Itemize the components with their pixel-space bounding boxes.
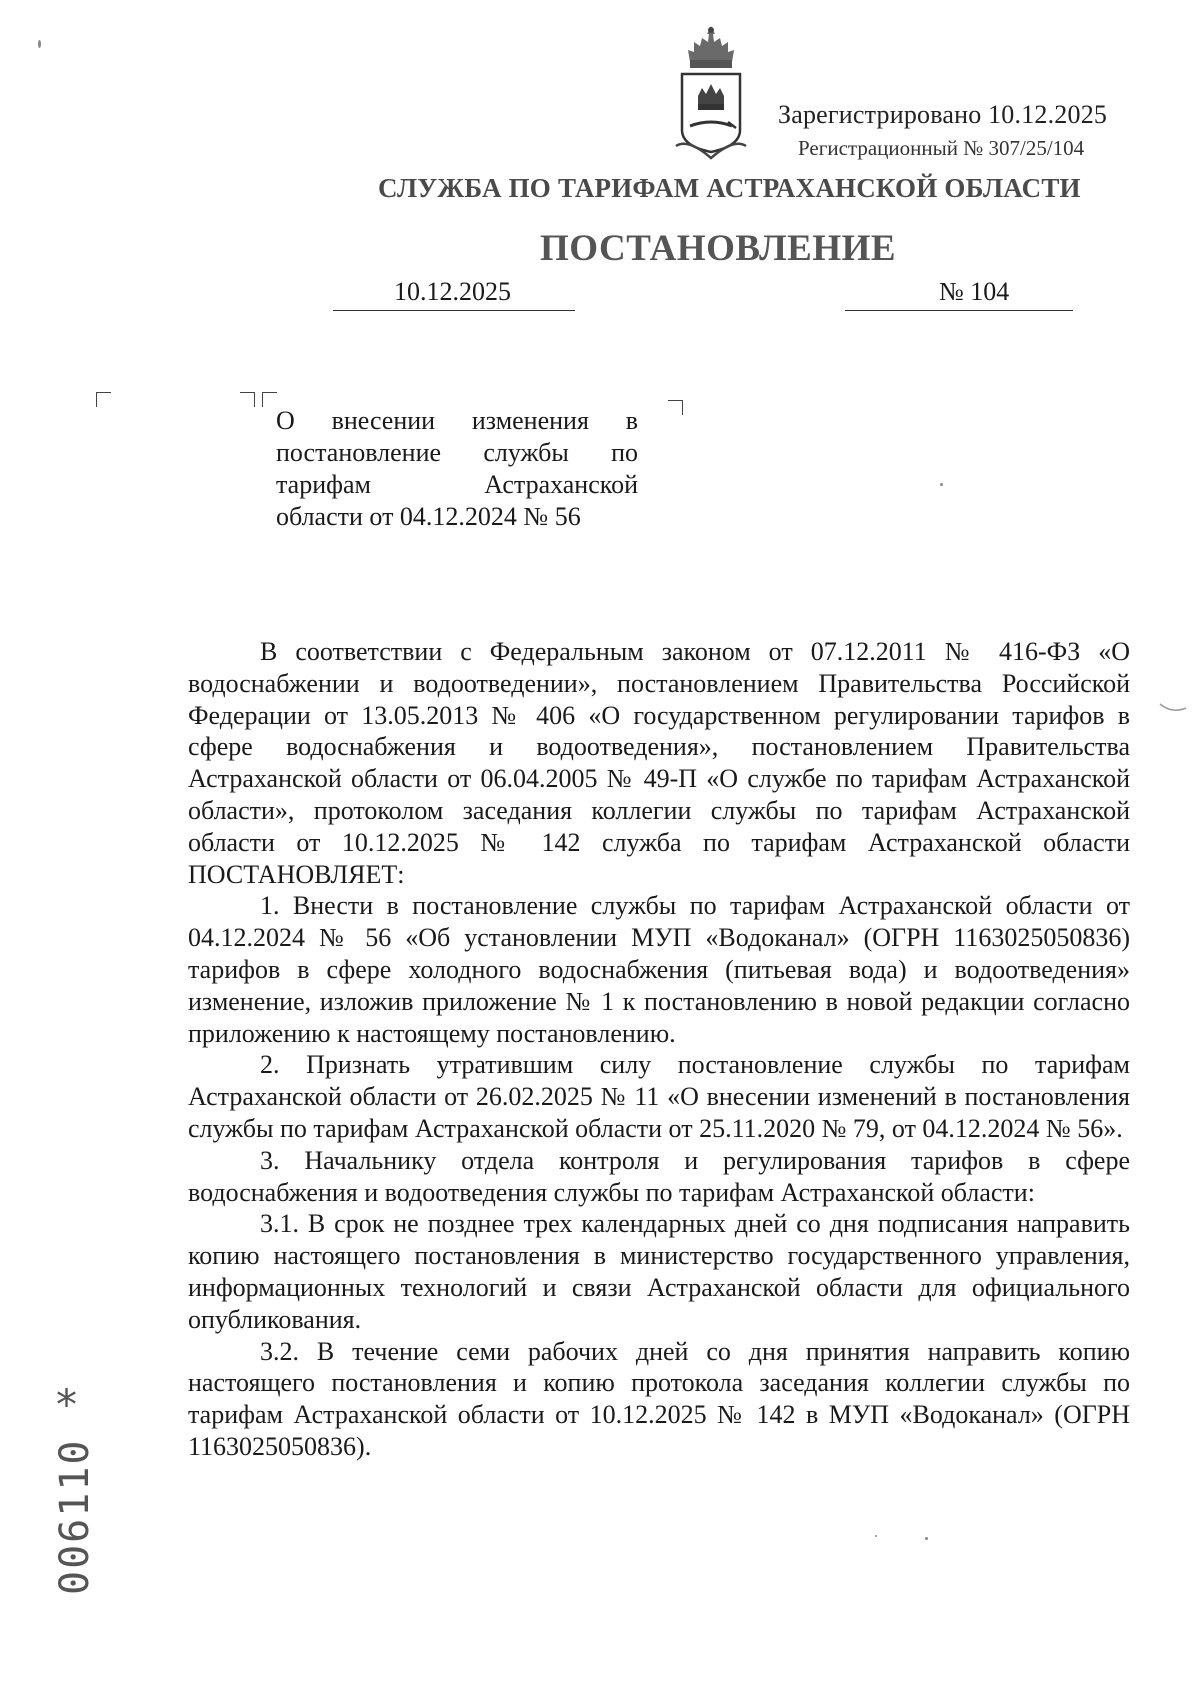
document-title: ПОСТАНОВЛЕНИЕ — [540, 228, 897, 269]
subject-line: постановление службы по — [276, 438, 638, 467]
subject-line: тарифам Астраханской — [276, 470, 638, 499]
clause-3: 3. Начальнику отдела контроля и регулирования тарифов в сфере водоснабжения и водоотведения службы по тарифам Астраханской области: — [188, 1145, 1130, 1207]
scan-speck — [38, 40, 41, 48]
document-date: 10.12.2025 — [394, 277, 511, 306]
corner-mark-right — [668, 400, 683, 415]
subject-line: О внесении изменения в — [276, 406, 638, 435]
subject-line: области от 04.12.2024 № 56 — [276, 502, 581, 531]
scan-speck — [940, 483, 943, 486]
scan-speck — [925, 1537, 928, 1540]
registration-line: Зарегистрировано 10.12.2025 — [778, 100, 1108, 129]
document-body — [188, 636, 1130, 1463]
corner-mark — [240, 392, 255, 407]
side-stamp-mark: * — [56, 1380, 77, 1429]
coat-of-arms-icon — [668, 22, 754, 162]
scan-speck — [875, 1535, 877, 1537]
document-number-field — [845, 274, 1073, 311]
document-date-field — [333, 274, 575, 311]
subject-block — [276, 405, 638, 533]
side-stamp-number: 006110 — [52, 1438, 98, 1595]
registration-number: Регистрационный № 307/25/104 — [798, 136, 1085, 160]
document-number: № 104 — [939, 277, 1010, 306]
scan-mark — [1158, 700, 1188, 716]
corner-mark-left — [96, 392, 111, 407]
clause-3-1: 3.1. В срок не позднее трех календарных дней со дня подписания направить копию настоящего постановления в министерство государственного управления, информационных технологий и связи Астраханской области для официального опубликования. — [188, 1209, 1130, 1334]
agency-name: СЛУЖБА ПО ТАРИФАМ АСТРАХАНСКОЙ ОБЛАСТИ — [378, 173, 1081, 203]
clause-3-2: 3.2. В течение семи рабочих дней со дня принятия направить копию настоящего постановления и копию протокола заседания коллегии службы по тарифам Астраханской области от 10.12.2025 № 142 в МУП «Водоканал» (ОГРН 1163025050836). — [188, 1336, 1130, 1461]
preamble-paragraph: В соответствии с Федеральным законом от 07.12.2011 № 416-ФЗ «О водоснабжении и водоотведении», постановлением Правительства Российской Федерации от 13.05.2013 № 406 «О государственном регулировании тарифов в сфере водоснабжения и водоотведения», постановлением Правительства Астраханской области от 06.04.2005 № 49-П «О службе по тарифам Астраханской области», протоколом заседания коллегии службы по тарифам Астраханской области от 10.12.2025 № 142 служба по тарифам Астраханской области ПОСТАНОВЛЯЕТ: — [188, 637, 1130, 889]
clause-2: 2. Признать утратившим силу постановление службы по тарифам Астраханской области от 26.02.2025 № 11 «О внесении изменений в постановления службы по тарифам Астраханской области от 25.11.2020 № 79, от 04.12.2024 № 56». — [188, 1050, 1130, 1143]
clause-1: 1. Внести в постановление службы по тарифам Астраханской области от 04.12.2024 № 56 «Об установлении МУП «Водоканал» (ОГРН 1163025050836) тарифов в сфере холодного водоснабжения (питьевая вода) и водоотведения» изменение, изложив приложение № 1 к постановлению в новой редакции согласно приложению к настоящему постановлению. — [188, 891, 1130, 1048]
corner-mark — [262, 392, 277, 407]
